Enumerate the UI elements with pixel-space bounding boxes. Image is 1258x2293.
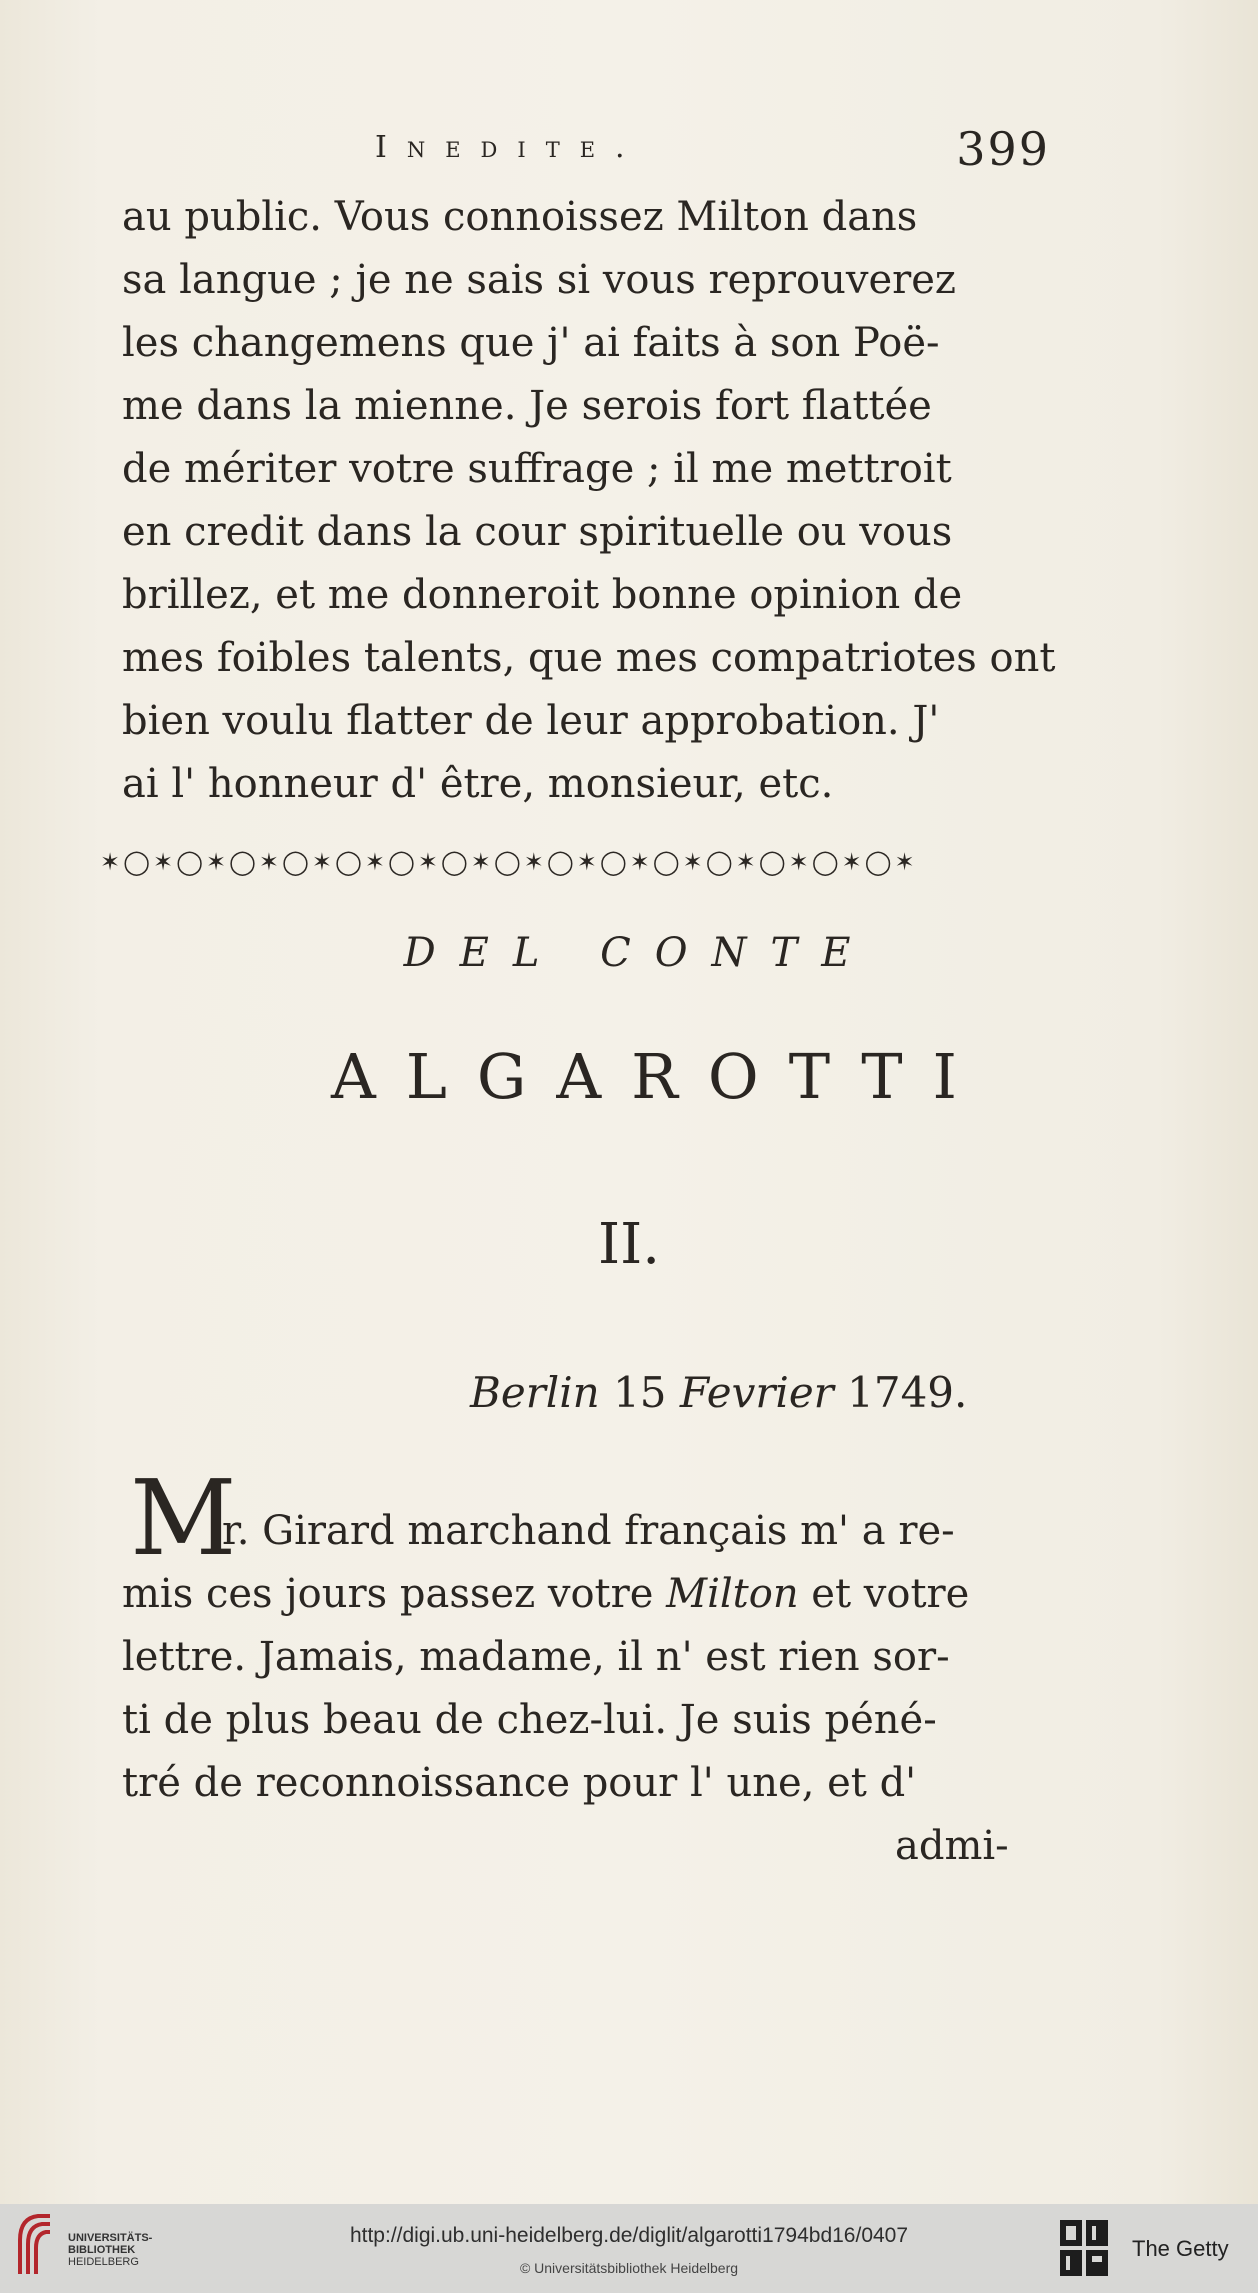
page-number: 399 (956, 122, 1050, 176)
dateline-month: Fevrier (679, 1368, 834, 1417)
heading-del-conte: DEL CONTE (403, 930, 875, 976)
partner-name[interactable]: The Getty (1132, 2236, 1229, 2261)
library-name-line: HEIDELBERG (68, 2256, 139, 2268)
page-header (120, 122, 1060, 182)
text-line: lettre. Jamais, madame, il n' est rien sor- (122, 1634, 950, 1680)
library-name-line: UNIVERSITÄTS- (68, 2232, 153, 2244)
text-line: mes foibles talents, que mes compatriotes ont (122, 635, 1056, 681)
catchword: admi- (895, 1823, 1009, 1869)
permalink-url[interactable]: http://digi.ub.uni-heidelberg.de/diglit/algarotti1794bd16/0407 (349, 2224, 909, 2247)
letter-number: II. (597, 1212, 661, 1277)
viewer-footer (0, 2204, 1258, 2293)
text-line (122, 1563, 1060, 1625)
text-line: brillez, et me donneroit bonne opinion de (122, 572, 963, 618)
text-line: bien voulu flatter de leur approbation. J' (122, 698, 940, 744)
text-line: de mériter votre suffrage ; il me mettroit (122, 446, 952, 492)
text-line: au public. Vous connoissez Milton dans (122, 194, 918, 240)
text-line: ti de plus beau de chez-lui. Je suis péné- (122, 1697, 937, 1743)
heading-algarotti: ALGAROTTI (330, 1040, 988, 1113)
running-title: Inedite. (375, 130, 645, 165)
text-line: r. Girard marchand français m' a re- (222, 1508, 955, 1554)
copyright-notice: © Universitätsbibliothek Heidelberg (519, 2260, 739, 2276)
italic-title: Milton (666, 1571, 799, 1617)
library-name-line: BIBLIOTHEK (68, 2244, 136, 2256)
text-line: sa langue ; je ne sais si vous reprouverez (122, 257, 957, 303)
dateline-year: 1749. (847, 1368, 968, 1417)
getty-logo-icon[interactable] (1058, 2218, 1112, 2278)
text-line: tré de reconnoissance pour l' une, et d' (122, 1760, 917, 1806)
text-line: ai l' honneur d' être, monsieur, etc. (122, 761, 834, 807)
drop-cap: M (130, 1457, 237, 1579)
text-run: et votre (798, 1571, 970, 1617)
text-line: me dans la mienne. Je serois fort flattée (122, 383, 932, 429)
ornamental-rule: ✶◯✶◯✶◯✶◯✶◯✶◯✶◯✶◯✶◯✶◯✶◯✶◯✶◯✶◯✶◯✶ (100, 848, 918, 876)
text-run: mis ces jours passez votre (122, 1571, 667, 1617)
dateline-place: Berlin (470, 1368, 600, 1417)
text-line: les changemens que j' ai faits à son Poë- (122, 320, 940, 366)
dateline-day: 15 (613, 1368, 667, 1417)
dateline (470, 1368, 967, 1417)
text-line: en credit dans la cour spirituelle ou vous (122, 509, 953, 555)
